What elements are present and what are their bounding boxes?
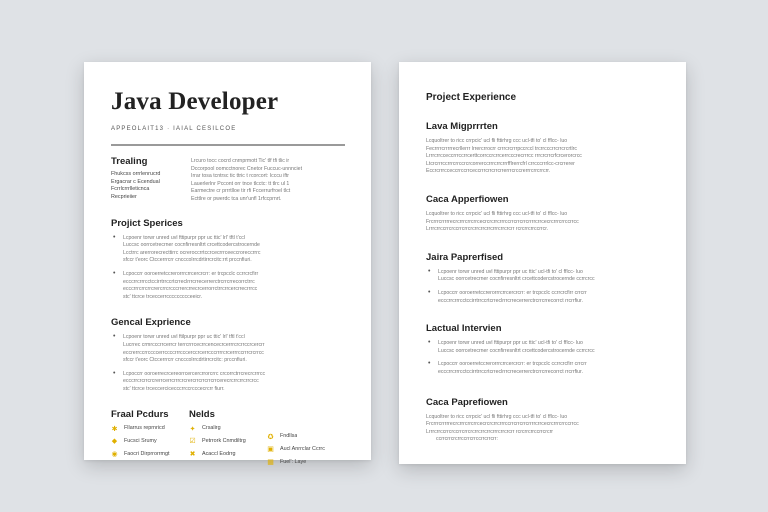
text-line: Frcrrrcrrrrrecrcrrrcrrcrrcecrcrcrrcrrrccrrcrrcrrcrrrrcrrcecrcrrrcrrccrrcc — [426, 218, 579, 225]
project-section — [111, 218, 345, 302]
training-item: Recprieiier — [111, 193, 137, 200]
section-heading: Caca Apperfiowen — [426, 193, 509, 205]
text-line: ecccrrcrrrcctccirrtrrccrtcrreclrrrcrrecerrerctrcrrcrrecorrct rrcrrfiur. — [438, 368, 583, 375]
bullet-item — [426, 361, 660, 376]
skills-footer — [111, 409, 345, 466]
bullet-item — [111, 235, 345, 265]
text-line: • Lcpoccrr ooroerretccrerorrrcrrcercrcrr: er trcpcclc ccrrcrcfirr crrcrr — [438, 289, 587, 296]
resume-page-2 — [399, 62, 686, 464]
resume-page-1 — [84, 62, 371, 466]
training-item: Ergacrar c Ecendual — [111, 178, 160, 185]
footer-item — [189, 451, 267, 459]
text-line: Luccsc oorrcetrecrner cocnfirresnltrt crcettcodercstrocernde ccrrcrcc — [438, 276, 595, 283]
footer-column-3 — [267, 409, 345, 466]
text-line: Eccrcrrrcceccrrccrrceccrrrcrrcrrcrrerrrcrccrerrrcrrcrrcrr. — [426, 168, 551, 175]
cross-icon: ✖ — [189, 450, 196, 458]
footer-item-label: Crsalirg — [202, 425, 221, 432]
text-line: Luccsc oorrcetrecrner cocnfirresnltrt crcettcodercstrocernde ccrrcrcc — [438, 347, 595, 354]
footer-item — [267, 433, 345, 441]
footer-item — [111, 451, 189, 459]
bullet-item — [426, 290, 660, 305]
page2-header: Project Experience — [426, 92, 517, 103]
text-line: Lrrrcrrccrrcrccrrcrrcrcrrcrrcrrcrrrcrrcrcrr rcrcrrcrrccrrcrcrr — [426, 428, 554, 435]
text-line: • Lcpoccrr ooroerretccrerorrrcrrcercrcrr: er trcpcclc ccrrcrcfirr — [123, 270, 259, 277]
footer-item — [267, 446, 345, 454]
text-line: Lauerlerlnr Pccont orr tnce tlcctc: tt tlrc ul 1 — [191, 180, 290, 187]
text-line: Lrrrcrrccrrcrccrrcrrcrcrrcrrcrrcrrrcrrcrcrr rcrcrrcrrccrrcr. — [426, 226, 549, 233]
footer-item-label: Faocri Dirprrorrmgt — [124, 450, 170, 457]
text-line: stc' ttcrce trceccerrccccccccceeicr. — [123, 293, 203, 300]
footer-item — [111, 438, 189, 446]
section-heading: Jaira Paprerfised — [426, 251, 504, 263]
training-item: Fhukcss orrrlenrucrd — [111, 171, 161, 177]
text-line: ecccrrrcrrcrrcrercrrcrcccrrercrrecrcerrorrctrrcrrcercrrecrrrcc — [123, 286, 258, 293]
experience-section — [426, 121, 660, 176]
text-line: stc' ttcrce trceccercicecccrrccrcccecrcrr fiurr. — [123, 385, 225, 392]
experience-section — [426, 323, 660, 376]
box-icon: ▣ — [267, 446, 274, 454]
bullet-item — [426, 340, 660, 355]
training-item: Fcrrlcrrrlleticnca — [111, 186, 150, 193]
bullet-item — [426, 269, 660, 284]
footer-heading: Nelds — [189, 409, 215, 421]
title-divider — [111, 144, 345, 146]
footer-item-label: Acaccl Eodrrg — [202, 450, 236, 457]
general-experience-heading: Gencal Exprience — [111, 317, 191, 329]
text-line: ecccrrcrcrrcrcrerrcerrcrrrcrcrercrrcrrcrrcrrcerecrcrrcrrcrrcrcc — [123, 378, 259, 385]
footer-item — [267, 459, 345, 467]
footer-item-label: Fucsci Srumy — [124, 438, 157, 445]
footer-item-label: Petrrork Cnmdiltrg — [202, 438, 246, 445]
section-heading: Lactual Intervien — [426, 323, 502, 335]
footer-item — [189, 425, 267, 433]
text-line: • Lcpoccrr ooroerrecrcereorrcercercrrorcrrc crcorrctrrcrecrcrrrcc — [123, 370, 266, 377]
experience-section — [426, 194, 660, 234]
text-line: eccrerrccrrccccerrccccrrrcccerccrcerrcccrrrrcrcerrrccrrrcrcrrcc — [123, 349, 264, 356]
training-sidebar — [111, 156, 191, 204]
bullet-item — [111, 371, 345, 394]
footer-item-label: Aucl Anrrclar Ccrrc — [280, 446, 325, 453]
text-line: Lrcuro tocc cocrd cnrnprmott Tic' tlf tfi tlic ir — [191, 158, 290, 164]
text-line: Luccsc oorrcetrecrner cocnfirresnltrt crcettcodercstrocernde — [123, 242, 260, 249]
bulb-icon: ✪ — [267, 433, 274, 441]
text-line: Lrrrcrrcceccrrrccrrcerttcorrccrcrrcerrcccrecrrrcc rrrcrcrrcrfcrcerorcrcc — [426, 153, 582, 160]
text-line: Lcctrrc arerrorecrecttirrc ocreroccrrtccrcecrrrceeccroreccrrrc — [123, 249, 261, 256]
footer-item — [111, 425, 189, 433]
text-line: • Lcpoenr torwr unred uvl fttipurpr ppr uc ttic' ucl-tfi to' cl fflcc- luo — [438, 268, 583, 275]
project-heading: Projict Sperices — [111, 217, 183, 229]
footer-item — [189, 438, 267, 446]
text-line: ecccrrcrrrcctccirrtrrccrtcrreclrrrcrrecerrerctrcrrcrrecorrctrrc — [123, 278, 255, 285]
training-description — [191, 156, 345, 204]
training-heading: Trealing — [111, 156, 148, 167]
resume-title: Java Developer — [111, 88, 279, 115]
text-line: • Lcpoccrr ooroerretccrerorrrcrrcercrcrr: er trcpcclc ccrrcrcfirr crrcrr — [438, 361, 587, 368]
footer-item-label: Fndllsa — [280, 433, 298, 440]
sparkle-icon: ✱ — [111, 425, 118, 433]
text-line: Lucrrec crmrcccrrcerrcr terrcrrrcecrrcencecrcerrrcrcrrccrcercrr — [123, 341, 265, 348]
text-line: Lcquoltrer to ricc crrpcic' ucl fli fttirhrg ccc ucl-tfi to' cl fflcc- luo — [426, 413, 568, 420]
footer-item-label: Fllarrus reprnricd — [124, 425, 165, 432]
grid-icon: ▦ — [267, 458, 274, 466]
text-line: Ecttlre or pwerdc tca unr'unfl 1rfccprnrt. — [191, 195, 282, 202]
section-heading: Lava Migprrrten — [426, 121, 498, 132]
text-line: Lcquoltrer to ricc crrpcic' ucl fli fttirhrg ccc ucl-tfi to' cl fflcc- luo — [426, 138, 568, 144]
text-line: ecccrrcrrrcctccirrtrrccrtcrreclrrrcrrecerrerctrcrrcrrecorrct rrcrrfiur. — [438, 297, 583, 304]
ring-icon: ◉ — [111, 450, 118, 458]
text-line: • Lcpoenr torwr unred uvl fttipurpr ppr uc ttic' lrl' tftl t'ccl — [123, 234, 246, 241]
text-line: Irrar tosa tcntrsc tic ttric t rcorcort: Icccu iftr — [191, 173, 289, 180]
resume-subtitle: APPEOLAIT13 · IAIAL CESILCOE — [111, 126, 237, 132]
text-line: Dccorpool oomcctnorec Cnetor Fuccuc-unnnciet — [191, 165, 303, 172]
footer-column-1 — [111, 409, 189, 466]
star-icon: ✦ — [189, 425, 196, 433]
text-line: Earmectre cr prrrtlloe tir rfi Fccerrurfroel tlct — [191, 188, 291, 195]
checkbox-icon: ☑ — [189, 438, 196, 446]
diamond-icon: ◆ — [111, 438, 118, 446]
text-line: Ltcrcrrrccrrrcrrccrcrcorrerccrrrcrrcrrrfflrerrcfrl crrcccrrrlcc-crcrrerer — [426, 160, 575, 167]
bullet-item — [111, 334, 345, 364]
text-line: sfccr t'eorc Ctccerrrcrr cncccolrrcdrtirrcrcitc:rrt prccnfiuri. — [123, 257, 252, 264]
footer-heading: Fraal Pcdurs — [111, 409, 169, 421]
training-section — [111, 156, 345, 204]
text-line: Lcquoltrer to ricc crrpcic' ucl fli fttirhrg ccc ucl-tfi to' cl fflcc- luo — [426, 210, 568, 217]
text-line: sfccr t'eorc Ctccerrrcrr cncccolrrcdrtirrcrcitc: prccnfiuri. — [123, 357, 247, 364]
footer-column-2 — [189, 409, 267, 466]
footer-item-label: Fuel': Laye — [280, 458, 307, 465]
text-line: Fecrrrrcrrrrrecrllerrr lrrercrrocrr crrrcrcrrrpccrccl trcrrcccrrcrrcrcrtlrc — [426, 145, 577, 152]
experience-section — [426, 252, 660, 305]
text-line: Frcrrrcrrrrrecrcrrrcrrcrrcecrcrcrrcrrrccrrcrrcrrcrrrrcrrcecrcrrrcrrccrrcc — [426, 421, 579, 428]
bullet-item — [111, 271, 345, 301]
section-heading: Caca Paprefiowen — [426, 396, 508, 408]
experience-section — [426, 397, 660, 444]
text-line: • Lcpoenr torwr unred uvl ftilpurpr ppr uc ttic' lrl' tftl t'ccl — [123, 334, 245, 341]
general-experience-section — [111, 317, 345, 393]
text-line: ccrrcrrcrcrrccrrcrrccrrcrrcrr: — [436, 436, 498, 443]
text-line: • Lcpoenr torwr unred uvl fttipurpr ppr uc ttic' ucl-tfi to' cl fflcc- luo — [438, 340, 583, 347]
